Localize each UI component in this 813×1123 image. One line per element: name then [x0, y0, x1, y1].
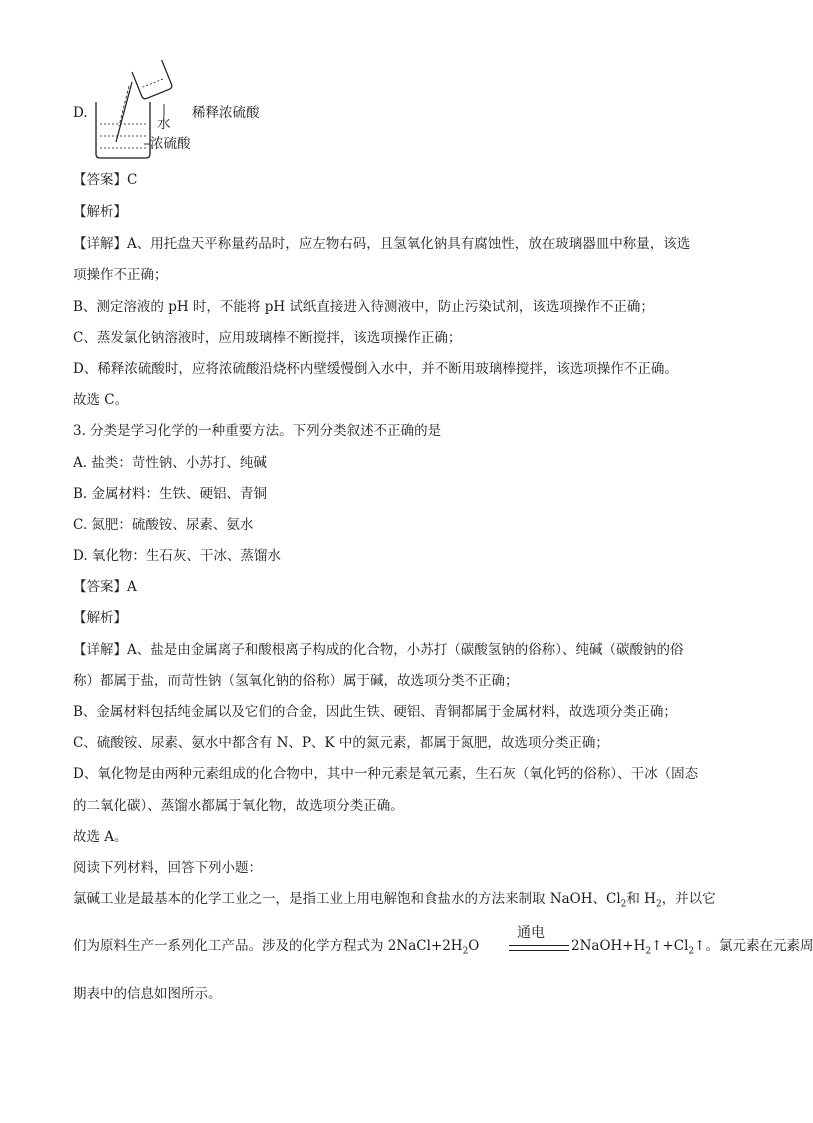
pouring-beaker-icon [132, 60, 173, 100]
equation-rhs: $2NaOH+H_2↑+Cl_2↑$。氯元素在元素周 [571, 938, 813, 957]
q3-detail-a-line2: 称）都属于盐，而苛性钠（氢氧化钠的俗称）属于碱，故选项分类不正确； [73, 673, 519, 689]
q3-conclusion: 故选 A。 [73, 829, 128, 845]
q2-detail-d: D、稀释浓硫酸时，应将浓硫酸沿烧杯内壁缓慢倒入水中，并不断用玻璃棒搅拌，该选项操作不正确。 [73, 361, 678, 377]
q2-detail-b: B、测定溶液的 pH 时，不能将 pH 试纸直接进入待测液中，防止污染试剂，该选项操作不正确； [73, 299, 654, 315]
q3-option-b: B. 金属材料：生铁、硬铝、青铜 [73, 486, 268, 502]
q3-detail-b: B、金属材料包括纯金属以及它们的合金，因此生铁、硬铝、青铜都属于金属材料，故选项分类正确； [73, 704, 677, 720]
equals-double-bar [509, 945, 569, 951]
q3-stem: 3. 分类是学习化学的一种重要方法。下列分类叙述不正确的是 [73, 423, 442, 439]
material-paragraph-line3: 期表中的信息如图所示。 [73, 986, 222, 1002]
equation-lhs: 们为原料生产一系列化工产品。涉及的化学方程式为 $2NaCl+2H_2O$ [73, 938, 480, 957]
q2-detail-a-line2: 项操作不正确； [73, 267, 168, 283]
material-text: 氯碱工业是最基本的化学工业之一，是指工业上用电解饱和食盐水的方法来制取 NaOH、Cl [73, 891, 621, 907]
q2-analysis-heading: 【解析】 [73, 204, 127, 220]
acid-label: 浓硫酸 [150, 136, 191, 152]
q3-option-c: C. 氮肥：硫酸铵、尿素、氨水 [73, 517, 254, 533]
subscript: 2 [655, 899, 662, 910]
material-intro: 阅读下列材料，回答下列小题： [73, 860, 262, 876]
q3-detail-d-line2: 的二氧化碳）、蒸馏水都属于氧化物，故选项分类正确。 [73, 798, 404, 814]
q3-answer: 【答案】A [73, 579, 137, 595]
material-text: 和 H [626, 891, 656, 907]
q2-conclusion: 故选 C。 [73, 392, 129, 408]
q3-detail-c: C、硫酸铵、尿素、氨水中都含有 N、P、K 中的氮元素，都属于氮肥，故选项分类正确； [73, 735, 609, 751]
q2-answer: 【答案】C [73, 172, 138, 188]
q3-option-d: D. 氧化物：生石灰、干冰、蒸馏水 [73, 548, 281, 564]
q2-detail-a-line1: 【详解】A、用托盘天平称量药品时，应左物右码，且氢氧化钠具有腐蚀性，放在玻璃器皿中称量，该选 [73, 236, 691, 252]
glass-rod-icon [116, 82, 132, 142]
material-text: ，并以它 [661, 891, 716, 907]
water-label: 水 [157, 116, 171, 132]
q3-analysis-heading: 【解析】 [73, 610, 127, 626]
reaction-condition: 通电 [517, 925, 545, 941]
q2-detail-c: C、蒸发氯化钠溶液时，应用玻璃棒不断搅拌，该选项操作正确； [73, 330, 462, 346]
q3-detail-a-line1: 【详解】A、盐是由金属离子和酸根离子构成的化合物，小苏打（碳酸氢钠的俗称）、纯碱（碳酸钠的俗 [73, 642, 684, 658]
subscript: 2 [620, 899, 627, 910]
option-d-caption: 稀释浓硫酸 [192, 105, 260, 121]
q3-option-a: A. 盐类：苛性钠、小苏打、纯碱 [73, 455, 267, 471]
q3-detail-d-line1: D、氧化物是由两种元素组成的化合物中，其中一种元素是氧元素，生石灰（氧化钙的俗称）、干冰（固态 [73, 766, 699, 782]
material-paragraph-line1 [73, 890, 716, 908]
option-d-label: D. [73, 105, 88, 121]
chemical-equation-line [73, 925, 813, 965]
